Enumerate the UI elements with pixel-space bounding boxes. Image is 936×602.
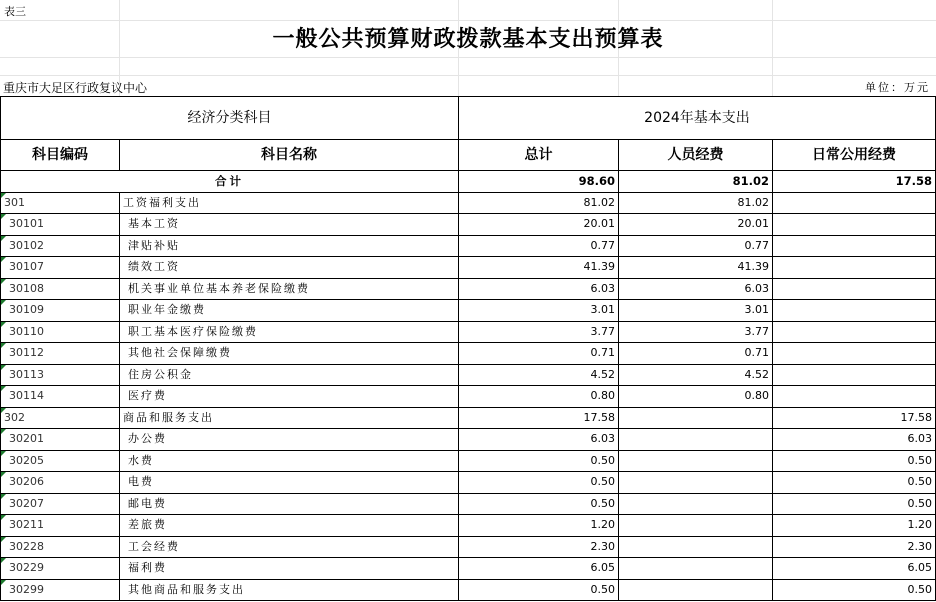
row-personnel	[619, 558, 773, 580]
row-name: 邮电费	[120, 493, 459, 515]
row-public	[773, 235, 936, 257]
category-header: 经济分类科目	[1, 97, 459, 140]
row-personnel: 20.01	[619, 214, 773, 236]
row-code: 30108	[1, 278, 120, 300]
page-title: 一般公共预算财政拨款基本支出预算表	[272, 26, 664, 52]
row-public: 6.03	[773, 429, 936, 451]
row-total: 6.03	[459, 429, 619, 451]
row-personnel	[619, 515, 773, 537]
row-code: 30110	[1, 321, 120, 343]
row-personnel: 4.52	[619, 364, 773, 386]
table-row	[1, 429, 936, 451]
table-row	[1, 558, 936, 580]
row-personnel: 81.02	[619, 192, 773, 214]
total-public: 17.58	[773, 171, 936, 193]
row-name: 工资福利支出	[120, 192, 459, 214]
row-name: 电费	[120, 472, 459, 494]
total-value: 98.60	[459, 171, 619, 193]
row-public	[773, 343, 936, 365]
table-row	[1, 386, 936, 408]
row-name: 差旅费	[120, 515, 459, 537]
row-personnel	[619, 407, 773, 429]
row-public: 0.50	[773, 579, 936, 601]
row-code: 30207	[1, 493, 120, 515]
row-personnel: 0.80	[619, 386, 773, 408]
row-code: 30299	[1, 579, 120, 601]
row-total: 3.77	[459, 321, 619, 343]
row-name: 住房公积金	[120, 364, 459, 386]
unit-label: 单位：万元	[865, 81, 930, 94]
row-personnel	[619, 536, 773, 558]
row-code: 30112	[1, 343, 120, 365]
row-total: 6.03	[459, 278, 619, 300]
grid-line	[0, 20, 936, 21]
row-public: 0.50	[773, 472, 936, 494]
row-personnel: 6.03	[619, 278, 773, 300]
row-personnel: 3.01	[619, 300, 773, 322]
row-name: 职业年金缴费	[120, 300, 459, 322]
table-row	[1, 192, 936, 214]
row-total: 0.50	[459, 493, 619, 515]
row-personnel	[619, 493, 773, 515]
row-total: 41.39	[459, 257, 619, 279]
row-total: 17.58	[459, 407, 619, 429]
table-row	[1, 515, 936, 537]
row-code: 30109	[1, 300, 120, 322]
row-personnel: 3.77	[619, 321, 773, 343]
row-name: 办公费	[120, 429, 459, 451]
row-personnel: 41.39	[619, 257, 773, 279]
row-name: 其他商品和服务支出	[120, 579, 459, 601]
table-row	[1, 579, 936, 601]
table-row	[1, 300, 936, 322]
row-total: 0.50	[459, 450, 619, 472]
row-code: 30206	[1, 472, 120, 494]
row-total: 2.30	[459, 536, 619, 558]
row-code: 30205	[1, 450, 120, 472]
row-total: 6.05	[459, 558, 619, 580]
row-personnel	[619, 579, 773, 601]
row-public: 0.50	[773, 493, 936, 515]
total-header: 总计	[459, 140, 619, 171]
personnel-header: 人员经费	[619, 140, 773, 171]
code-header: 科目编码	[1, 140, 120, 171]
row-public	[773, 364, 936, 386]
organization-name: 重庆市大足区行政复议中心	[3, 81, 148, 95]
row-public	[773, 386, 936, 408]
row-code: 30107	[1, 257, 120, 279]
table-row	[1, 493, 936, 515]
row-public: 17.58	[773, 407, 936, 429]
row-public: 1.20	[773, 515, 936, 537]
row-code: 30101	[1, 214, 120, 236]
total-label: 合计	[1, 171, 459, 193]
row-total: 20.01	[459, 214, 619, 236]
row-name: 其他社会保障缴费	[120, 343, 459, 365]
row-total: 0.50	[459, 472, 619, 494]
row-code: 301	[1, 192, 120, 214]
row-total: 81.02	[459, 192, 619, 214]
row-public: 2.30	[773, 536, 936, 558]
row-name: 职工基本医疗保险缴费	[120, 321, 459, 343]
table-row	[1, 278, 936, 300]
table-row	[1, 214, 936, 236]
row-code: 30229	[1, 558, 120, 580]
total-row	[1, 171, 936, 193]
row-personnel	[619, 472, 773, 494]
row-total: 0.71	[459, 343, 619, 365]
table-row	[1, 343, 936, 365]
row-code: 30102	[1, 235, 120, 257]
budget-table	[0, 96, 936, 601]
row-total: 3.01	[459, 300, 619, 322]
row-total: 0.77	[459, 235, 619, 257]
row-name: 福利费	[120, 558, 459, 580]
row-name: 基本工资	[120, 214, 459, 236]
grid-line	[0, 57, 936, 58]
row-name: 绩效工资	[120, 257, 459, 279]
year-expense-header: 2024年基本支出	[459, 97, 936, 140]
total-personnel: 81.02	[619, 171, 773, 193]
row-code: 30114	[1, 386, 120, 408]
row-name: 医疗费	[120, 386, 459, 408]
row-public	[773, 300, 936, 322]
table-row	[1, 364, 936, 386]
row-total: 1.20	[459, 515, 619, 537]
row-public	[773, 214, 936, 236]
row-public: 6.05	[773, 558, 936, 580]
row-public: 0.50	[773, 450, 936, 472]
row-public	[773, 257, 936, 279]
row-personnel: 0.77	[619, 235, 773, 257]
public-header: 日常公用经费	[773, 140, 936, 171]
grid-line	[0, 75, 936, 76]
name-header: 科目名称	[120, 140, 459, 171]
row-personnel	[619, 450, 773, 472]
row-public	[773, 192, 936, 214]
row-total: 4.52	[459, 364, 619, 386]
table-row	[1, 407, 936, 429]
header-row-1	[1, 97, 936, 140]
table-row	[1, 472, 936, 494]
row-public	[773, 321, 936, 343]
table-label: 表三	[4, 5, 26, 18]
row-code: 302	[1, 407, 120, 429]
row-total: 0.80	[459, 386, 619, 408]
row-code: 30201	[1, 429, 120, 451]
row-name: 水费	[120, 450, 459, 472]
row-name: 商品和服务支出	[120, 407, 459, 429]
table-row	[1, 257, 936, 279]
row-personnel: 0.71	[619, 343, 773, 365]
row-name: 工会经费	[120, 536, 459, 558]
table-row	[1, 321, 936, 343]
row-code: 30228	[1, 536, 120, 558]
header-row-2	[1, 140, 936, 171]
table-row	[1, 235, 936, 257]
row-code: 30211	[1, 515, 120, 537]
row-total: 0.50	[459, 579, 619, 601]
row-public	[773, 278, 936, 300]
table-row	[1, 450, 936, 472]
table-row	[1, 536, 936, 558]
row-personnel	[619, 429, 773, 451]
row-name: 津贴补贴	[120, 235, 459, 257]
row-name: 机关事业单位基本养老保险缴费	[120, 278, 459, 300]
row-code: 30113	[1, 364, 120, 386]
